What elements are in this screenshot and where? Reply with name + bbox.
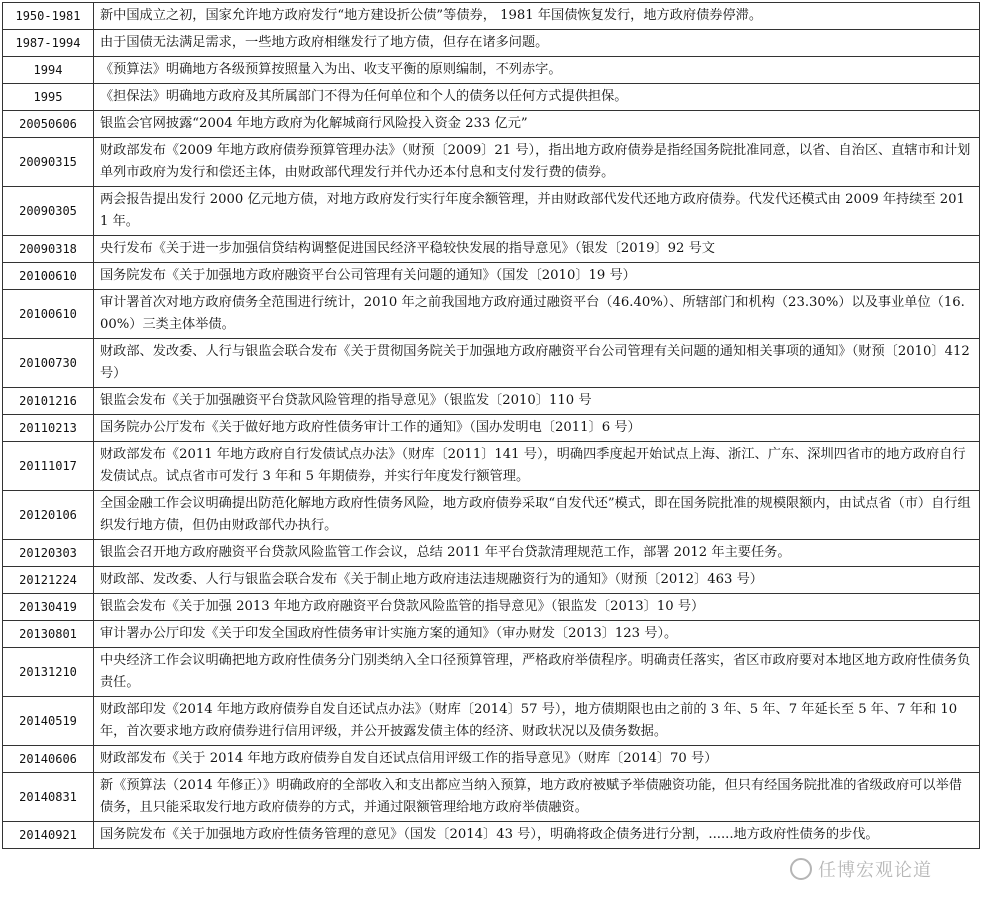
event-cell: 财政部、发改委、人行与银监会联合发布《关于制止地方政府违法违规融资行为的通知》（财预〔2012〕463 号）	[94, 567, 980, 594]
watermark-text: 任博宏观论道	[818, 860, 932, 881]
date-cell: 20111017	[3, 442, 94, 491]
table-row	[3, 84, 980, 111]
date-cell: 20101216	[3, 388, 94, 415]
event-cell: 新中国成立之初，国家允许地方政府发行“地方建设折公债”等债券， 1981 年国债恢复发行，地方政府债券停滞。	[94, 3, 980, 30]
date-cell: 1950-1981	[3, 3, 94, 30]
table-row	[3, 111, 980, 138]
table-row	[3, 567, 980, 594]
date-cell: 20140921	[3, 822, 94, 849]
event-cell: 财政部印发《2014 年地方政府债券自发自还试点办法》（财库〔2014〕57 号），地方债期限也由之前的 3 年、5 年、7 年延长至 5 年、7 年和 10 年，首次要求地方政府债券进行信用评级，并公开披露发债主体的经济、财政状况以及债务数据。	[94, 697, 980, 746]
table-row	[3, 621, 980, 648]
event-cell: 财政部发布《2009 年地方政府债券预算管理办法》（财预〔2009〕21 号），指出地方政府债券是指经国务院批准同意，以省、自治区、直辖市和计划单列市政府为发行和偿还主体，由财政部代理发行并代办还本付息和支付发行费的债券。	[94, 138, 980, 187]
event-cell: 《预算法》明确地方各级预算按照量入为出、收支平衡的原则编制，不列赤字。	[94, 57, 980, 84]
table-row	[3, 540, 980, 567]
table-row	[3, 822, 980, 849]
event-cell: 两会报告提出发行 2000 亿元地方债，对地方政府发行实行年度余额管理，并由财政部代发代还地方政府债券。代发代还模式由 2009 年持续至 2011 年。	[94, 187, 980, 236]
date-cell: 20090315	[3, 138, 94, 187]
date-cell: 20120106	[3, 491, 94, 540]
event-cell: 银监会官网披露“2004 年地方政府为化解城商行风险投入资金 233 亿元”	[94, 111, 980, 138]
event-cell: 中央经济工作会议明确把地方政府性债务分门别类纳入全口径预算管理，严格政府举债程序。明确责任落实，省区市政府要对本地区地方政府性债务负责任。	[94, 648, 980, 697]
date-cell: 20121224	[3, 567, 94, 594]
date-cell: 1994	[3, 57, 94, 84]
date-cell: 20140519	[3, 697, 94, 746]
date-cell: 1995	[3, 84, 94, 111]
event-cell: 银监会召开地方政府融资平台贷款风险监管工作会议，总结 2011 年平台贷款清理规范工作，部署 2012 年主要任务。	[94, 540, 980, 567]
event-cell: 央行发布《关于进一步加强信贷结构调整促进国民经济平稳较快发展的指导意见》（银发〔2019〕92 号文	[94, 236, 980, 263]
event-cell: 《担保法》明确地方政府及其所属部门不得为任何单位和个人的债务以任何方式提供担保。	[94, 84, 980, 111]
table-row	[3, 138, 980, 187]
event-cell: 银监会发布《关于加强融资平台贷款风险管理的指导意见》（银监发〔2010〕110 号	[94, 388, 980, 415]
event-cell: 财政部发布《2011 年地方政府自行发债试点办法》（财库〔2011〕141 号），明确四季度起开始试点上海、浙江、广东、深圳四省市的地方政府自行发债试点。试点省市可发行 3 年和 5 年期债券，并实行年度发行额管理。	[94, 442, 980, 491]
event-cell: 财政部发布《关于 2014 年地方政府债券自发自还试点信用评级工作的指导意见》（财库〔2014〕70 号）	[94, 746, 980, 773]
date-cell: 20130801	[3, 621, 94, 648]
date-cell: 20140831	[3, 773, 94, 822]
event-cell: 国务院发布《关于加强地方政府性债务管理的意见》（国发〔2014〕43 号），明确将政企债务进行分割，......地方政府性债务的步伐。	[94, 822, 980, 849]
date-cell: 20131210	[3, 648, 94, 697]
event-cell: 国务院发布《关于加强地方政府融资平台公司管理有关问题的通知》（国发〔2010〕19 号）	[94, 263, 980, 290]
table-row	[3, 746, 980, 773]
date-cell: 20130419	[3, 594, 94, 621]
watermark	[790, 856, 932, 882]
timeline-body	[3, 3, 980, 849]
table-row	[3, 648, 980, 697]
date-cell: 20100730	[3, 339, 94, 388]
date-cell: 1987-1994	[3, 30, 94, 57]
table-row	[3, 30, 980, 57]
date-cell: 20090318	[3, 236, 94, 263]
date-cell: 20050606	[3, 111, 94, 138]
date-cell: 20090305	[3, 187, 94, 236]
event-cell: 财政部、发改委、人行与银监会联合发布《关于贯彻国务院关于加强地方政府融资平台公司管理有关问题的通知相关事项的通知》（财预〔2010〕412 号）	[94, 339, 980, 388]
table-row	[3, 773, 980, 822]
table-row	[3, 263, 980, 290]
table-row	[3, 187, 980, 236]
event-cell: 由于国债无法满足需求，一些地方政府相继发行了地方债，但存在诸多问题。	[94, 30, 980, 57]
table-row	[3, 697, 980, 746]
date-cell: 20140606	[3, 746, 94, 773]
table-row	[3, 594, 980, 621]
event-cell: 新《预算法（2014 年修正）》明确政府的全部收入和支出都应当纳入预算，地方政府被赋予举债融资功能，但只有经国务院批准的省级政府可以举借债务，且只能采取发行地方政府债券的方式，并通过限额管理给地方政府举债融资。	[94, 773, 980, 822]
table-row	[3, 339, 980, 388]
event-cell: 银监会发布《关于加强 2013 年地方政府融资平台贷款风险监管的指导意见》（银监发〔2013〕10 号）	[94, 594, 980, 621]
date-cell: 20100610	[3, 290, 94, 339]
date-cell: 20120303	[3, 540, 94, 567]
table-row	[3, 290, 980, 339]
event-cell: 国务院办公厅发布《关于做好地方政府性债务审计工作的通知》（国办发明电〔2011〕6 号）	[94, 415, 980, 442]
table-row	[3, 415, 980, 442]
table-row	[3, 57, 980, 84]
timeline-table	[2, 2, 980, 849]
table-row	[3, 236, 980, 263]
event-cell: 全国金融工作会议明确提出防范化解地方政府性债务风险，地方政府债券采取“自发代还”模式，即在国务院批准的规模限额内，由试点省（市）自行组织发行地方债，但仍由财政部代办执行。	[94, 491, 980, 540]
event-cell: 审计署办公厅印发《关于印发全国政府性债务审计实施方案的通知》（审办财发〔2013〕123 号）。	[94, 621, 980, 648]
date-cell: 20100610	[3, 263, 94, 290]
wechat-logo-icon	[790, 858, 812, 880]
event-cell: 审计署首次对地方政府债务全范围进行统计，2010 年之前我国地方政府通过融资平台（46.40%）、所辖部门和机构（23.30%）以及事业单位（16.00%）三类主体举债。	[94, 290, 980, 339]
table-row	[3, 388, 980, 415]
table-row	[3, 491, 980, 540]
date-cell: 20110213	[3, 415, 94, 442]
table-row	[3, 3, 980, 30]
table-row	[3, 442, 980, 491]
